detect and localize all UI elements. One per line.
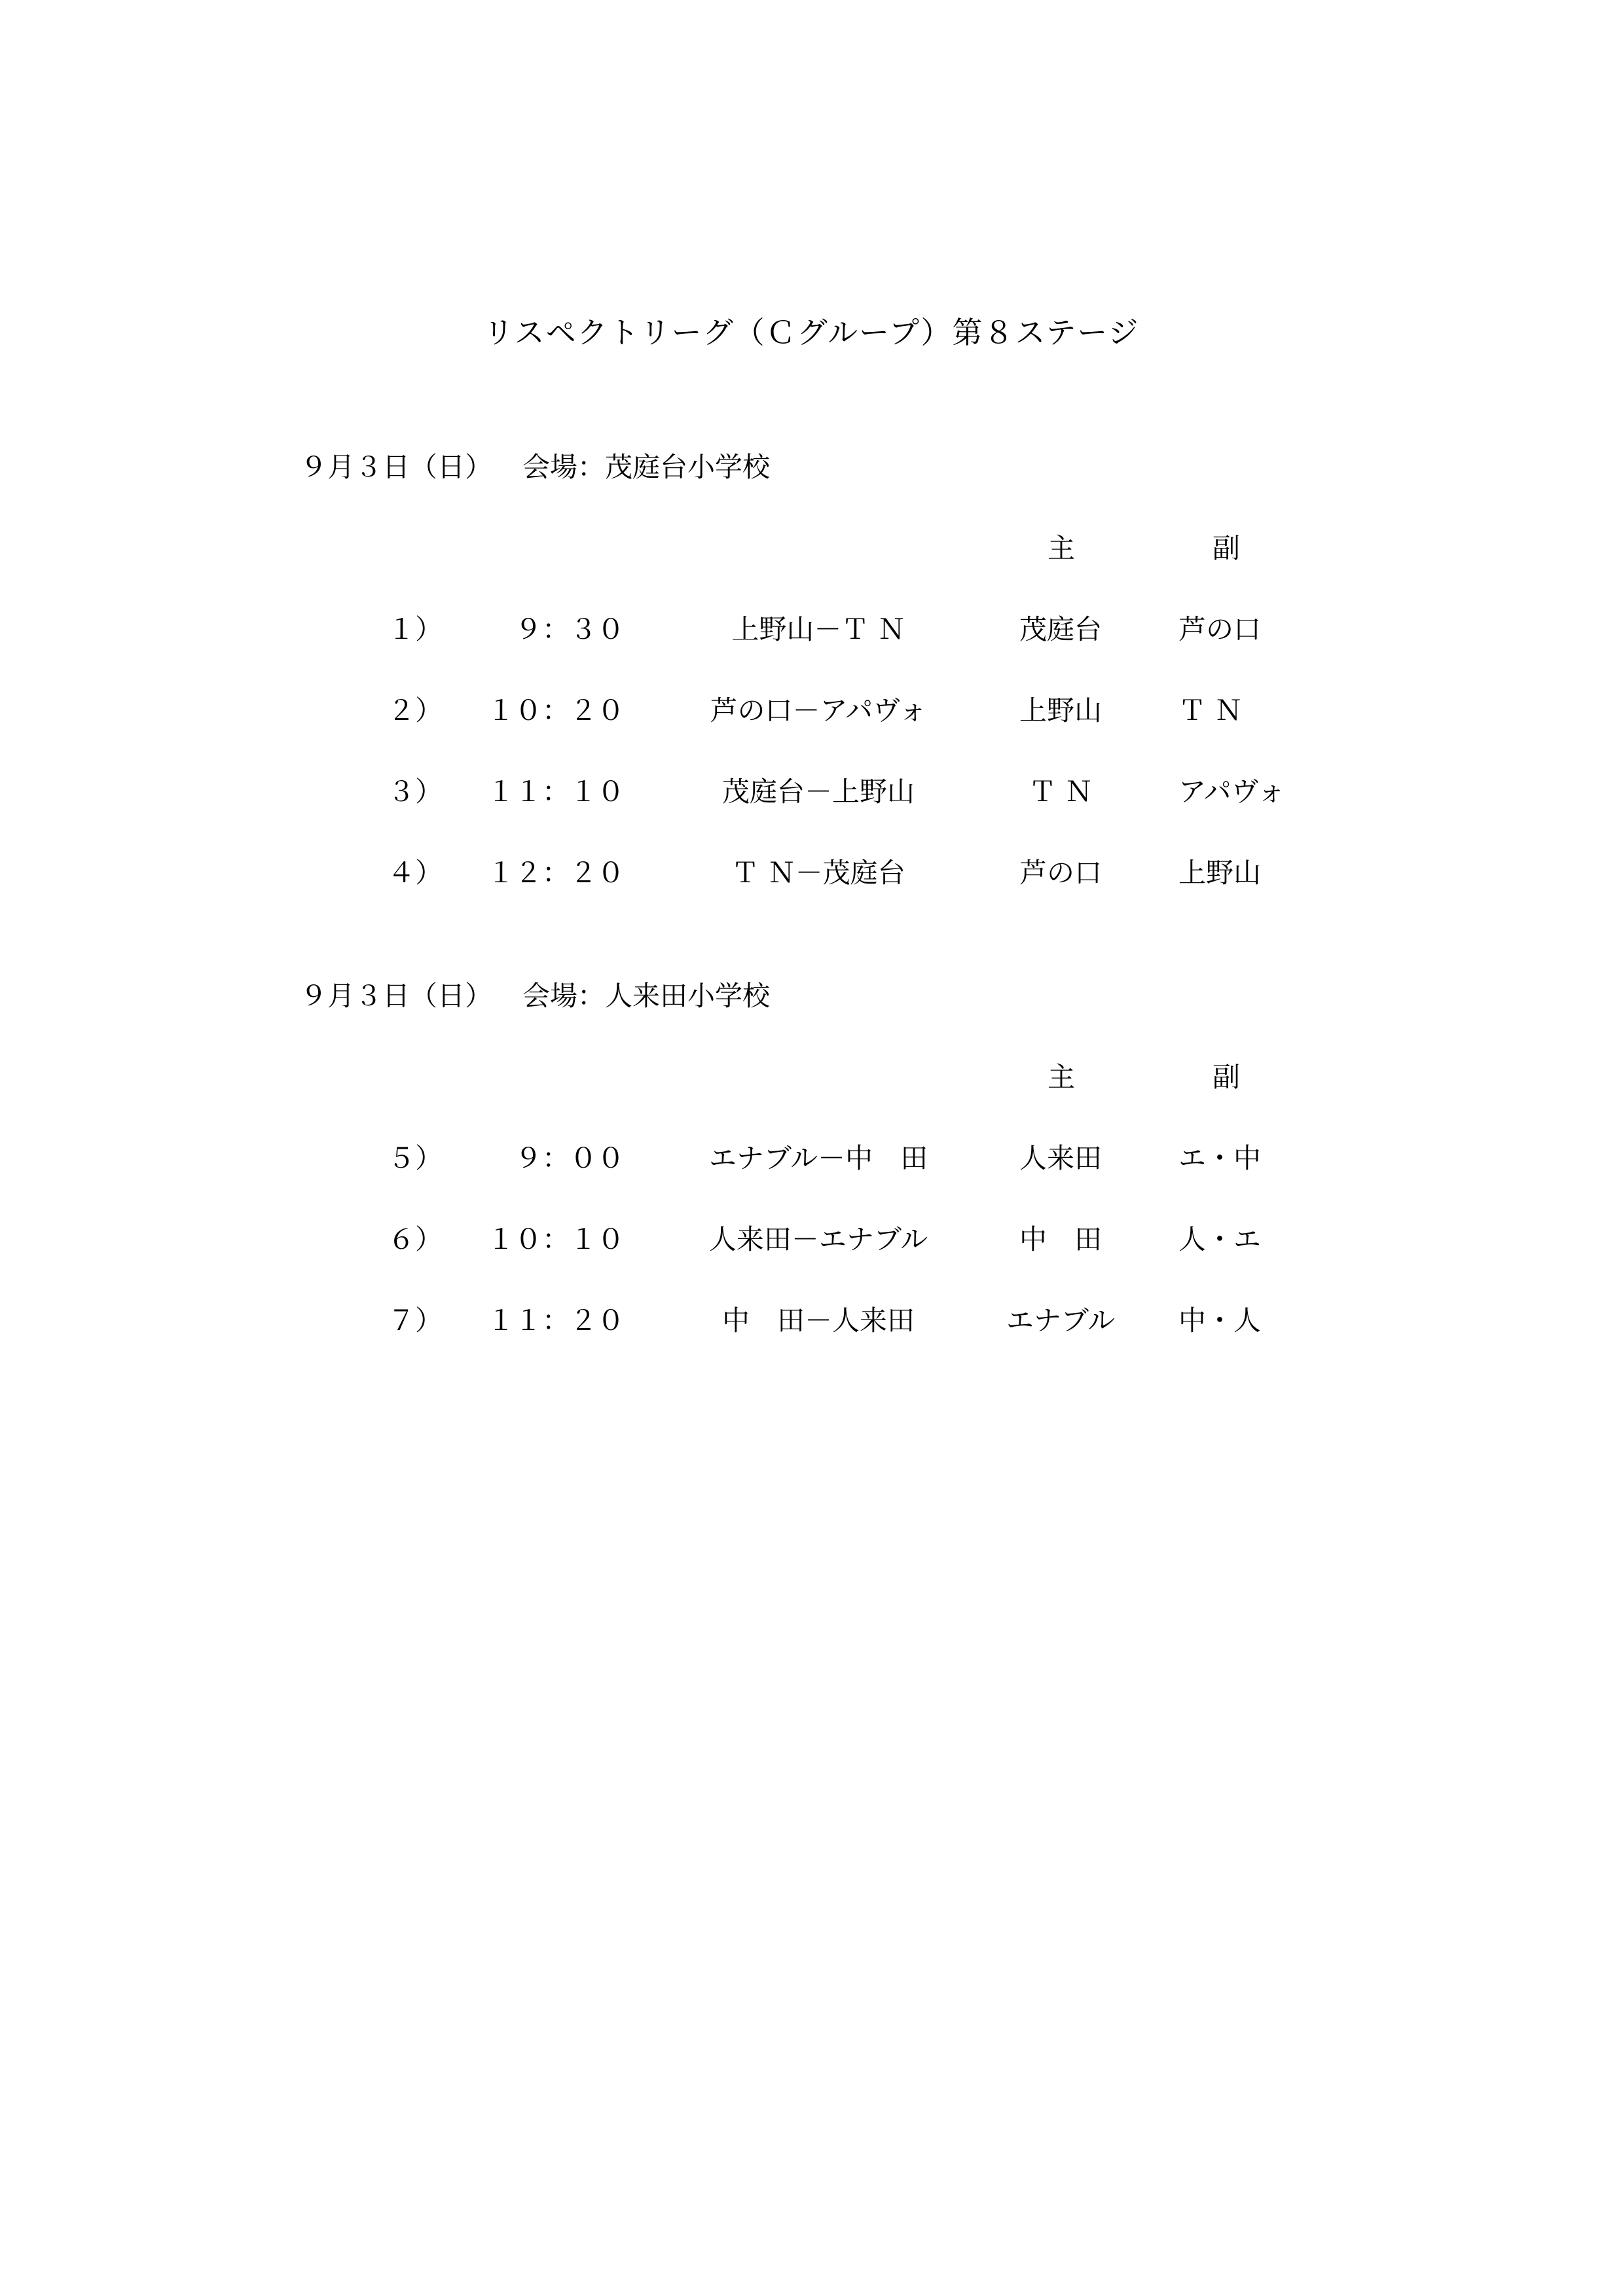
match-row xyxy=(0,774,1623,810)
referee-sub: 芦の口 xyxy=(1178,613,1262,645)
referee-main: 芦の口 xyxy=(1019,857,1102,889)
referee-sub: 中・人 xyxy=(1178,1304,1262,1336)
header-main: 主 xyxy=(1048,1061,1076,1093)
match-time: １０：１０ xyxy=(486,1223,625,1255)
venue-heading-1 xyxy=(300,449,770,486)
match-number: １） xyxy=(388,613,443,645)
match-row xyxy=(0,1302,1623,1339)
referee-sub: アパヴォ xyxy=(1178,776,1285,808)
match-row xyxy=(0,855,1623,891)
venue-date: ９月３日（日） xyxy=(300,451,493,483)
referee-sub: 人・エ xyxy=(1178,1223,1262,1255)
match-row xyxy=(0,1221,1623,1258)
header-main: 主 xyxy=(1048,532,1076,564)
venue-name: 茂庭台小学校 xyxy=(605,451,771,483)
header-sub: 副 xyxy=(1213,1061,1241,1093)
venue-label: 会場： xyxy=(522,451,606,483)
match-time: １０：２０ xyxy=(486,694,625,726)
match-teams: Ｔ Ｎ－茂庭台 xyxy=(731,857,905,889)
match-teams: 芦の口－アパヴォ xyxy=(710,694,927,726)
match-row xyxy=(0,1140,1623,1177)
match-number: ５） xyxy=(388,1142,443,1174)
match-number: ３） xyxy=(388,776,443,808)
venue-label: 会場： xyxy=(522,980,606,1012)
referee-sub: エ・中 xyxy=(1178,1142,1262,1174)
match-time: １１：１０ xyxy=(486,776,625,808)
document-title: リスペクトリーグ（Ｃグループ）第８ステージ xyxy=(483,315,1140,350)
match-teams: 人来田－エナブル xyxy=(708,1223,928,1255)
match-number: ４） xyxy=(388,857,443,889)
header-sub: 副 xyxy=(1213,532,1241,564)
venue-name: 人来田小学校 xyxy=(605,980,771,1012)
match-time: １２：２０ xyxy=(486,857,625,889)
match-teams: 上野山－Ｔ Ｎ xyxy=(731,613,905,645)
referee-main: 茂庭台 xyxy=(1019,613,1102,645)
match-teams: エナブル－中 田 xyxy=(708,1142,928,1174)
match-time: ９：００ xyxy=(514,1142,625,1174)
match-time: ９：３０ xyxy=(514,613,625,645)
referee-main: Ｔ Ｎ xyxy=(1029,776,1093,808)
referee-main: エナブル xyxy=(1006,1304,1116,1336)
referee-main: 上野山 xyxy=(1019,694,1102,726)
match-time: １１：２０ xyxy=(486,1304,625,1336)
venue-heading-2 xyxy=(300,978,770,1014)
match-teams: 茂庭台－上野山 xyxy=(721,776,915,808)
referee-sub: 上野山 xyxy=(1178,857,1262,889)
match-row xyxy=(0,611,1623,648)
match-teams: 中 田－人来田 xyxy=(721,1304,915,1336)
match-number: ２） xyxy=(388,694,443,726)
referee-sub: Ｔ Ｎ xyxy=(1178,694,1243,726)
referee-main: 人来田 xyxy=(1019,1142,1102,1174)
match-row xyxy=(0,692,1623,729)
match-number: ６） xyxy=(388,1223,443,1255)
venue-date: ９月３日（日） xyxy=(300,980,493,1012)
match-number: ７） xyxy=(388,1304,443,1336)
referee-main: 中 田 xyxy=(1019,1223,1102,1255)
